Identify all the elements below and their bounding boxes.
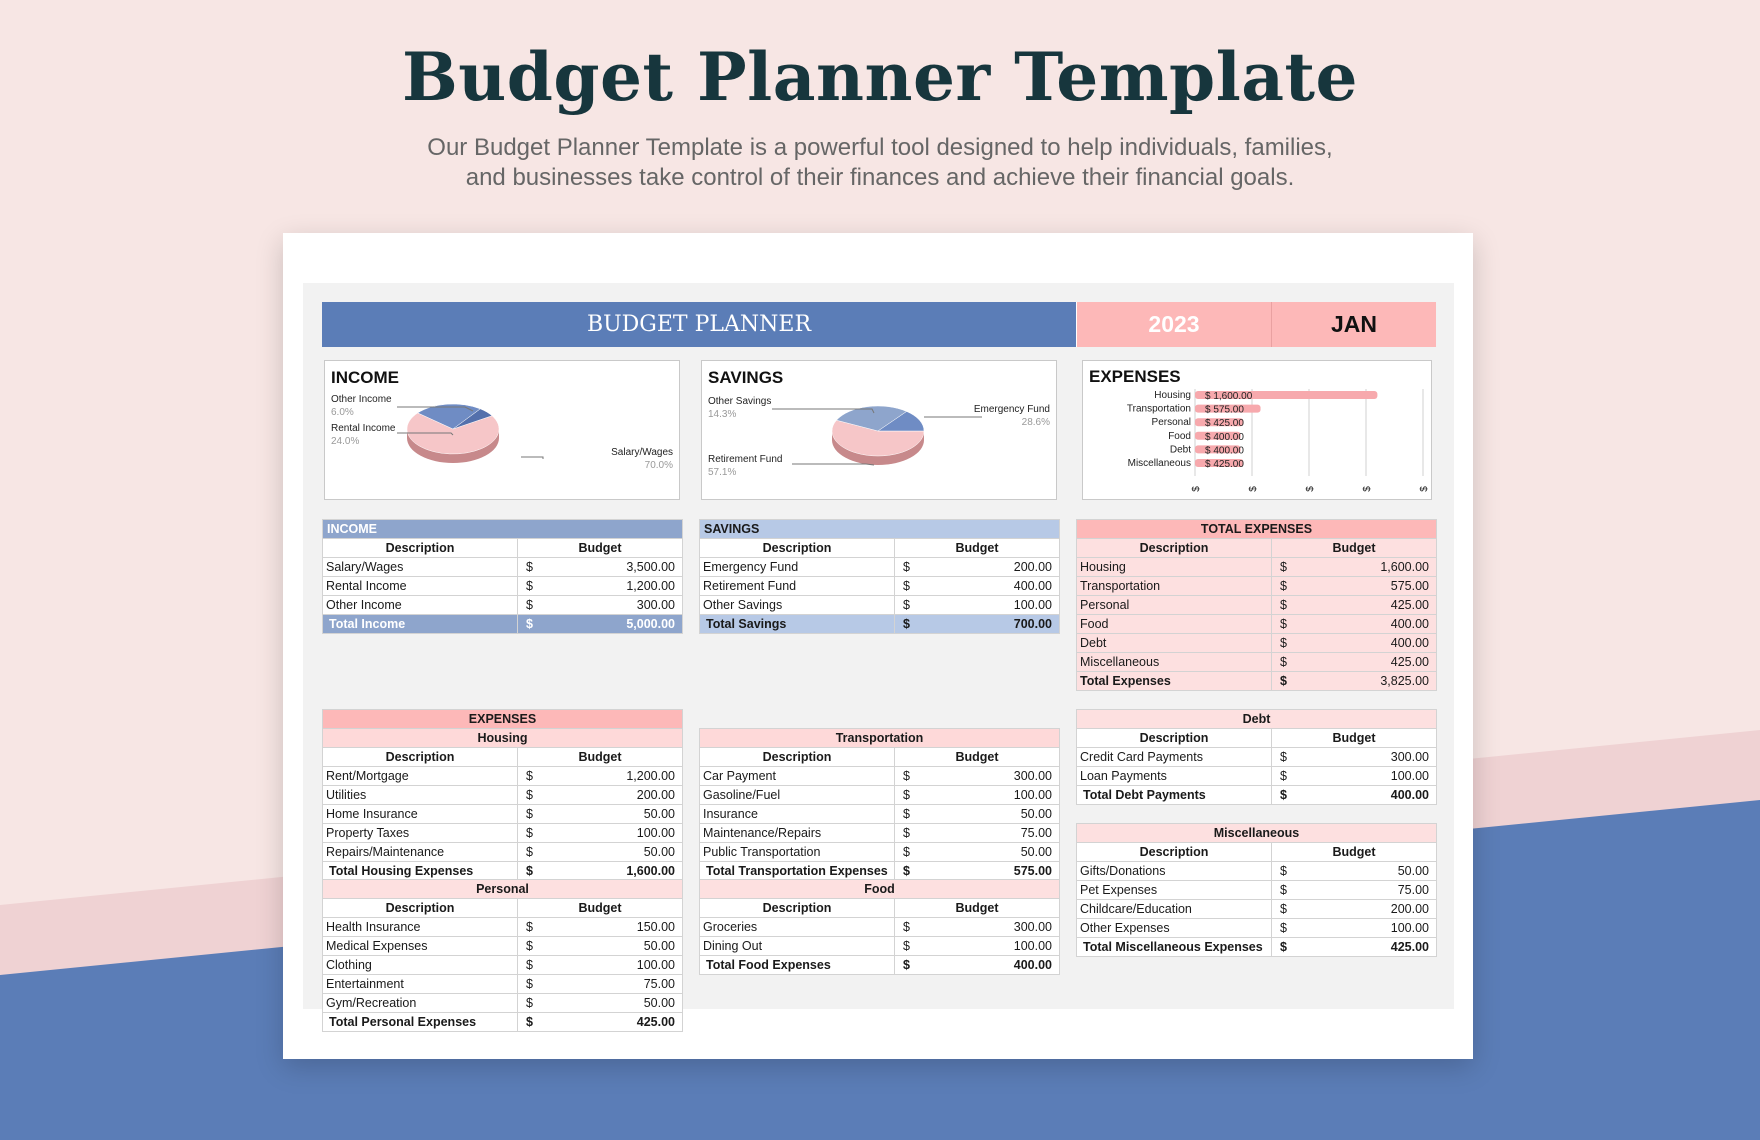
row-amount[interactable]: 200.00 — [925, 558, 1060, 577]
table-row — [700, 824, 1060, 843]
row-description: Food — [1077, 615, 1272, 634]
row-amount[interactable]: 50.00 — [548, 843, 683, 862]
row-amount[interactable]: 300.00 — [925, 918, 1060, 937]
leader-line — [521, 457, 543, 459]
col-budget: Budget — [518, 899, 683, 918]
x-tick-label: $ — [1248, 486, 1259, 492]
row-amount: 400.00 — [1302, 615, 1437, 634]
table-row — [323, 956, 683, 975]
month-cell[interactable]: JAN — [1271, 302, 1436, 347]
row-description: Emergency Fund — [700, 558, 895, 577]
currency-symbol: $ — [518, 558, 548, 577]
row-description: Personal — [1077, 596, 1272, 615]
row-amount[interactable]: 200.00 — [1302, 900, 1437, 919]
total-amount: 1,600.00 — [548, 862, 683, 881]
row-description: Other Savings — [700, 596, 895, 615]
x-tick-label: $ — [1419, 486, 1430, 492]
table-row — [323, 558, 683, 577]
total-row — [1077, 786, 1437, 805]
row-description: Insurance — [700, 805, 895, 824]
table-row — [323, 937, 683, 956]
currency-symbol: $ — [1272, 596, 1302, 615]
table-row — [1077, 862, 1437, 881]
total-amount: 400.00 — [1302, 786, 1437, 805]
table-row — [323, 843, 683, 862]
currency-symbol: $ — [1272, 786, 1302, 805]
income-pie-svg — [325, 361, 681, 501]
total-amount: 5,000.00 — [548, 615, 683, 634]
row-amount[interactable]: 75.00 — [925, 824, 1060, 843]
transportation-table — [699, 728, 1060, 881]
data-label: $ 400.00 — [1205, 431, 1244, 443]
row-description: Gifts/Donations — [1077, 862, 1272, 881]
total-label: Total Food Expenses — [700, 956, 895, 975]
total-row — [1077, 672, 1437, 691]
currency-symbol: $ — [1272, 862, 1302, 881]
currency-symbol: $ — [1272, 767, 1302, 786]
table-row — [323, 824, 683, 843]
table-row — [1077, 596, 1437, 615]
currency-symbol: $ — [1272, 881, 1302, 900]
page-subtitle-line-2: and businesses take control of their finances and achieve their financial goals. — [465, 164, 1295, 191]
total-label: Total Miscellaneous Expenses — [1077, 938, 1272, 957]
miscellaneous-section-header: Miscellaneous — [1077, 824, 1437, 843]
row-amount[interactable]: 50.00 — [925, 843, 1060, 862]
x-tick-label: $ — [1191, 486, 1202, 492]
total-row — [1077, 938, 1437, 957]
slice-label: Retirement Fund — [708, 454, 783, 465]
total-amount: 700.00 — [925, 615, 1060, 634]
table-row — [1077, 919, 1437, 938]
table-row — [700, 767, 1060, 786]
table-row — [1077, 577, 1437, 596]
row-amount[interactable]: 3,500.00 — [548, 558, 683, 577]
table-row — [1077, 900, 1437, 919]
total-label: Total Housing Expenses — [323, 862, 518, 881]
spreadsheet-preview-card — [283, 233, 1473, 1059]
row-amount[interactable]: 200.00 — [548, 786, 683, 805]
debt-table — [1076, 709, 1437, 805]
row-amount[interactable]: 150.00 — [548, 918, 683, 937]
page-subtitle-line-1: Our Budget Planner Template is a powerful tool designed to help individuals, families, — [427, 134, 1333, 161]
table-row — [1077, 767, 1437, 786]
income-table — [322, 519, 683, 634]
col-budget: Budget — [895, 539, 1060, 558]
table-row — [323, 975, 683, 994]
row-amount[interactable]: 100.00 — [925, 596, 1060, 615]
table-row — [1077, 748, 1437, 767]
total-row — [700, 862, 1060, 881]
currency-symbol: $ — [895, 805, 925, 824]
row-amount[interactable]: 75.00 — [548, 975, 683, 994]
table-row — [323, 918, 683, 937]
personal-table — [322, 879, 683, 1032]
table-row — [700, 937, 1060, 956]
row-amount[interactable]: 75.00 — [1302, 881, 1437, 900]
col-description: Description — [323, 539, 518, 558]
x-tick-label: $ — [1305, 486, 1316, 492]
table-row — [1077, 653, 1437, 672]
table-row — [323, 786, 683, 805]
currency-symbol: $ — [895, 596, 925, 615]
year-cell[interactable]: 2023 — [1076, 302, 1271, 347]
slice-label: Salary/Wages — [611, 447, 673, 458]
total-row — [323, 615, 683, 634]
row-description: Other Income — [323, 596, 518, 615]
row-description: Transportation — [1077, 577, 1272, 596]
row-description: Health Insurance — [323, 918, 518, 937]
chart-title: EXPENSES — [1089, 367, 1181, 386]
expenses-banner: EXPENSES — [323, 710, 683, 729]
slice-label: Other Savings — [708, 396, 772, 407]
row-amount[interactable]: 50.00 — [925, 805, 1060, 824]
total-label: Total Debt Payments — [1077, 786, 1272, 805]
row-amount: 400.00 — [1302, 634, 1437, 653]
currency-symbol: $ — [518, 918, 548, 937]
sheet-title: BUDGET PLANNER — [322, 302, 1076, 347]
table-row — [323, 596, 683, 615]
currency-symbol: $ — [518, 975, 548, 994]
currency-symbol: $ — [1272, 615, 1302, 634]
currency-symbol: $ — [895, 558, 925, 577]
row-description: Public Transportation — [700, 843, 895, 862]
page-title: Budget Planner Template — [401, 38, 1359, 116]
row-description: Other Expenses — [1077, 919, 1272, 938]
currency-symbol: $ — [1272, 634, 1302, 653]
currency-symbol: $ — [895, 843, 925, 862]
currency-symbol: $ — [1272, 900, 1302, 919]
row-amount: 425.00 — [1302, 596, 1437, 615]
miscellaneous-table — [1076, 823, 1437, 957]
currency-symbol: $ — [1272, 919, 1302, 938]
currency-symbol: $ — [518, 786, 548, 805]
table-row — [323, 805, 683, 824]
category-label: Housing — [1154, 390, 1191, 401]
row-amount[interactable]: 300.00 — [548, 596, 683, 615]
total-amount: 425.00 — [548, 1013, 683, 1032]
total-amount: 425.00 — [1302, 938, 1437, 957]
category-label: Food — [1168, 430, 1191, 442]
col-budget: Budget — [895, 748, 1060, 767]
row-amount: 575.00 — [1302, 577, 1437, 596]
row-description: Debt — [1077, 634, 1272, 653]
row-amount[interactable]: 1,200.00 — [548, 577, 683, 596]
table-row — [323, 994, 683, 1013]
row-description: Clothing — [323, 956, 518, 975]
col-budget: Budget — [518, 748, 683, 767]
slice-percent: 24.0% — [331, 436, 360, 447]
row-amount[interactable]: 400.00 — [925, 577, 1060, 596]
total-amount: 3,825.00 — [1302, 672, 1437, 691]
table-row — [700, 577, 1060, 596]
row-description: Dining Out — [700, 937, 895, 956]
category-label: Personal — [1151, 417, 1191, 429]
income-section-header: INCOME — [323, 520, 683, 539]
currency-symbol: $ — [895, 577, 925, 596]
row-description: Rental Income — [323, 577, 518, 596]
table-row — [700, 843, 1060, 862]
debt-section-header: Debt — [1077, 710, 1437, 729]
col-description: Description — [1077, 539, 1272, 558]
slice-label: Other Income — [331, 394, 392, 405]
table-row — [700, 805, 1060, 824]
total-label: Total Income — [323, 615, 518, 634]
row-amount[interactable]: 50.00 — [548, 937, 683, 956]
income-chart — [324, 360, 680, 500]
row-description: Retirement Fund — [700, 577, 895, 596]
data-label: $ 1,600.00 — [1205, 391, 1253, 402]
x-tick-label: $ — [1362, 486, 1373, 492]
row-amount: 425.00 — [1302, 653, 1437, 672]
table-row — [700, 918, 1060, 937]
currency-symbol: $ — [1272, 558, 1302, 577]
category-label: Transportation — [1126, 403, 1191, 415]
savings-section-header: SAVINGS — [700, 520, 1060, 539]
row-description: Entertainment — [323, 975, 518, 994]
food-section-header: Food — [700, 880, 1060, 899]
row-description: Home Insurance — [323, 805, 518, 824]
total-amount: 575.00 — [925, 862, 1060, 881]
slice-percent: 6.0% — [331, 407, 354, 418]
row-description: Housing — [1077, 558, 1272, 577]
row-description: Medical Expenses — [323, 937, 518, 956]
leader-line — [792, 464, 874, 465]
currency-symbol: $ — [518, 1013, 548, 1032]
slice-label: Rental Income — [331, 423, 396, 434]
category-label: Miscellaneous — [1127, 458, 1191, 469]
currency-symbol: $ — [1272, 748, 1302, 767]
housing-table — [322, 709, 683, 881]
col-budget: Budget — [1272, 539, 1437, 558]
currency-symbol: $ — [1272, 577, 1302, 596]
row-amount[interactable]: 300.00 — [925, 767, 1060, 786]
total-row — [700, 956, 1060, 975]
row-description: Utilities — [323, 786, 518, 805]
col-budget: Budget — [1272, 843, 1437, 862]
col-description: Description — [1077, 729, 1272, 748]
row-description: Credit Card Payments — [1077, 748, 1272, 767]
col-description: Description — [323, 748, 518, 767]
col-description: Description — [700, 899, 895, 918]
row-description: Maintenance/Repairs — [700, 824, 895, 843]
slice-label: Emergency Fund — [973, 404, 1050, 415]
currency-symbol: $ — [518, 862, 548, 881]
total-label: Total Savings — [700, 615, 895, 634]
currency-symbol: $ — [518, 596, 548, 615]
transportation-section-header: Transportation — [700, 729, 1060, 748]
food-table — [699, 879, 1060, 975]
row-description: Childcare/Education — [1077, 900, 1272, 919]
total-expenses-table — [1076, 519, 1437, 691]
col-description: Description — [323, 899, 518, 918]
row-description: Gym/Recreation — [323, 994, 518, 1013]
chart-title: INCOME — [331, 368, 399, 387]
expenses-chart — [1082, 360, 1432, 500]
currency-symbol: $ — [895, 767, 925, 786]
budget-sheet — [303, 283, 1454, 1029]
category-label: Debt — [1169, 444, 1191, 456]
row-description: Repairs/Maintenance — [323, 843, 518, 862]
currency-symbol: $ — [895, 615, 925, 634]
data-label: $ 425.00 — [1205, 418, 1244, 430]
table-row — [1077, 615, 1437, 634]
row-amount[interactable]: 100.00 — [548, 956, 683, 975]
table-row — [323, 767, 683, 786]
row-description: Groceries — [700, 918, 895, 937]
col-description: Description — [700, 748, 895, 767]
savings-chart — [701, 360, 1057, 500]
currency-symbol: $ — [1272, 653, 1302, 672]
col-budget: Budget — [1272, 729, 1437, 748]
currency-symbol: $ — [518, 994, 548, 1013]
currency-symbol: $ — [518, 805, 548, 824]
housing-section-header: Housing — [323, 729, 683, 748]
row-amount[interactable]: 100.00 — [1302, 919, 1437, 938]
row-description: Loan Payments — [1077, 767, 1272, 786]
row-amount[interactable]: 100.00 — [925, 937, 1060, 956]
row-amount[interactable]: 300.00 — [1302, 748, 1437, 767]
total-label: Total Personal Expenses — [323, 1013, 518, 1032]
currency-symbol: $ — [895, 918, 925, 937]
savings-pie-svg — [702, 361, 1058, 501]
currency-symbol: $ — [1272, 938, 1302, 957]
savings-table — [699, 519, 1060, 634]
total-row — [323, 862, 683, 881]
row-amount[interactable]: 100.00 — [925, 786, 1060, 805]
data-label: $ 400.00 — [1205, 445, 1244, 457]
currency-symbol: $ — [518, 577, 548, 596]
col-budget: Budget — [518, 539, 683, 558]
total-amount: 400.00 — [925, 956, 1060, 975]
currency-symbol: $ — [895, 786, 925, 805]
row-description: Gasoline/Fuel — [700, 786, 895, 805]
col-budget: Budget — [895, 899, 1060, 918]
row-amount: 1,600.00 — [1302, 558, 1437, 577]
row-amount[interactable]: 50.00 — [548, 805, 683, 824]
slice-percent: 70.0% — [644, 460, 673, 471]
row-description: Rent/Mortgage — [323, 767, 518, 786]
currency-symbol: $ — [895, 956, 925, 975]
currency-symbol: $ — [518, 843, 548, 862]
row-amount[interactable]: 100.00 — [1302, 767, 1437, 786]
total-label: Total Transportation Expenses — [700, 862, 895, 881]
total-expenses-section-header: TOTAL EXPENSES — [1077, 520, 1437, 539]
personal-section-header: Personal — [323, 880, 683, 899]
row-description: Property Taxes — [323, 824, 518, 843]
row-description: Car Payment — [700, 767, 895, 786]
table-row — [700, 558, 1060, 577]
slice-percent: 57.1% — [708, 467, 737, 478]
slice-percent: 14.3% — [708, 409, 737, 420]
currency-symbol: $ — [895, 937, 925, 956]
col-description: Description — [1077, 843, 1272, 862]
total-row — [323, 1013, 683, 1032]
table-row — [323, 577, 683, 596]
slice-percent: 28.6% — [1021, 417, 1050, 428]
row-description: Pet Expenses — [1077, 881, 1272, 900]
col-description: Description — [700, 539, 895, 558]
row-description: Salary/Wages — [323, 558, 518, 577]
table-row — [700, 786, 1060, 805]
table-row — [1077, 558, 1437, 577]
currency-symbol: $ — [895, 824, 925, 843]
currency-symbol: $ — [518, 767, 548, 786]
currency-symbol: $ — [1272, 672, 1302, 691]
table-row — [1077, 634, 1437, 653]
chart-title: SAVINGS — [708, 368, 784, 387]
currency-symbol: $ — [518, 956, 548, 975]
row-amount[interactable]: 50.00 — [1302, 862, 1437, 881]
total-label: Total Expenses — [1077, 672, 1272, 691]
currency-symbol: $ — [518, 615, 548, 634]
total-row — [700, 615, 1060, 634]
table-row — [700, 596, 1060, 615]
row-description: Miscellaneous — [1077, 653, 1272, 672]
data-label: $ 575.00 — [1205, 404, 1244, 416]
expenses-bar-svg — [1083, 361, 1433, 501]
currency-symbol: $ — [518, 937, 548, 956]
currency-symbol: $ — [518, 824, 548, 843]
data-label: $ 425.00 — [1205, 459, 1244, 470]
row-amount[interactable]: 1,200.00 — [548, 767, 683, 786]
row-amount[interactable]: 50.00 — [548, 994, 683, 1013]
table-row — [1077, 881, 1437, 900]
currency-symbol: $ — [895, 862, 925, 881]
row-amount[interactable]: 100.00 — [548, 824, 683, 843]
